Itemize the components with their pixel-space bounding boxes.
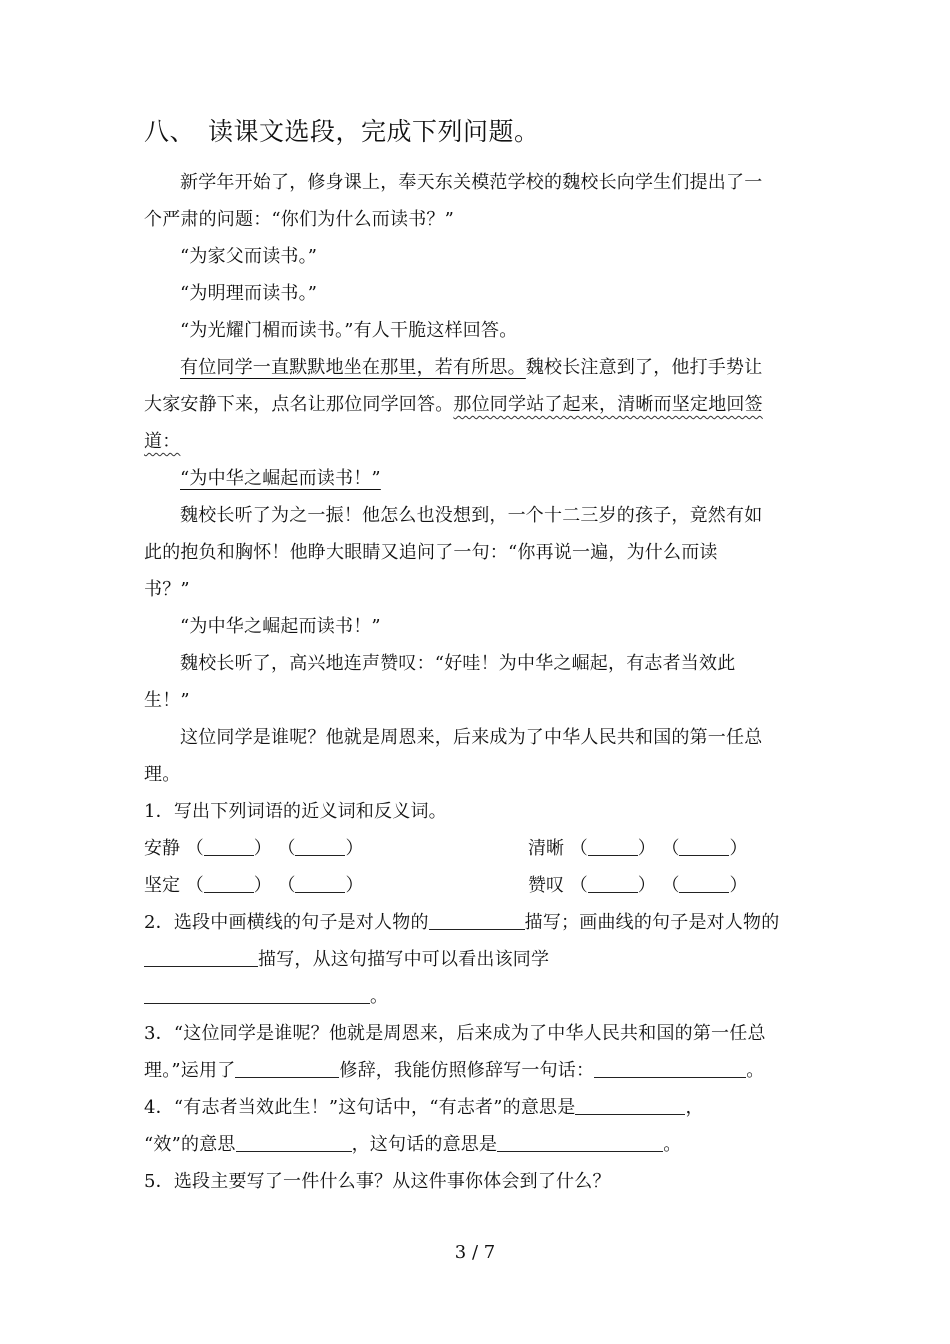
passage-line: 魏校长听了，高兴地连声赞叹：“好哇！为中华之崛起，有志者当效此 — [180, 653, 736, 674]
word: 安静 — [144, 838, 180, 859]
question-3-line: 理。”运用了 修辞，我能仿照修辞写一句话： 。 — [144, 1060, 765, 1081]
antonym-blank[interactable] — [679, 874, 729, 893]
underlined-sentence: 有位同学一直默默地坐在那里，若有所思。 — [180, 357, 526, 378]
question-2-line: 描写，从这句描写中可以看出该同学 — [144, 947, 808, 973]
word-pair-zantan: 赞叹 （ ） （ ） — [528, 875, 748, 896]
synonym-blank[interactable] — [588, 837, 638, 856]
dialogue-line — [180, 466, 808, 492]
answer-blank[interactable] — [429, 911, 525, 930]
passage-line: 理。 — [144, 764, 181, 785]
question-4-line: “效”的意思 ，这句话的意思是 。 — [144, 1134, 682, 1155]
question-3-line: 3．“这位同学是谁呢？他就是周恩来，后来成为了中华人民共和国的第一任总 — [144, 1023, 766, 1044]
passage-line: 书？” — [144, 579, 190, 600]
answer-blank[interactable] — [594, 1059, 746, 1078]
antonym-blank[interactable] — [295, 837, 345, 856]
answer-blank[interactable] — [575, 1096, 685, 1115]
passage-line: 这位同学是谁呢？他就是周恩来，后来成为了中华人民共和国的第一任总 — [180, 727, 763, 748]
dialogue-line: “为中华之崛起而读书！” — [180, 616, 381, 637]
passage-line: 生！” — [144, 690, 190, 711]
question-2-line: 。 — [144, 984, 808, 1010]
section-heading — [144, 114, 540, 150]
page-number: 3 / 7 — [454, 1242, 496, 1263]
answer-blank[interactable] — [236, 1133, 352, 1152]
dialogue-line: “为家父而读书。” — [180, 246, 318, 267]
antonym-blank[interactable] — [679, 837, 729, 856]
question-4-line: 4．“有志者当效此生！”这句话中，“有志者”的意思是 ， — [144, 1097, 704, 1118]
synonym-blank[interactable] — [588, 874, 638, 893]
answer-blank[interactable] — [497, 1133, 663, 1152]
passage-text: 魏校长注意到了，他打手势让 — [525, 357, 763, 378]
passage-line: 新学年开始了，修身课上，奉天东关模范学校的魏校长向学生们提出了一 — [180, 172, 763, 193]
passage-line: 此的抱负和胸怀！他睁大眼睛又追问了一句：“你再说一遍，为什么而读 — [144, 542, 718, 563]
dialogue-line: “为明理而读书。” — [180, 283, 318, 304]
answer-blank[interactable] — [235, 1059, 339, 1078]
answer-blank[interactable] — [144, 985, 370, 1004]
passage-line: 个严肃的问题：“你们为什么而读书？” — [144, 209, 455, 230]
wavy-underlined-sentence: 道： — [144, 431, 181, 452]
section-number: 八、 — [144, 117, 196, 146]
underlined-answer: “为中华之崛起而读书！” — [180, 468, 381, 489]
question-5-prompt: 5．选段主要写了一件什么事？从这件事你体会到了什么？ — [144, 1171, 611, 1192]
question-1-prompt: 1．写出下列词语的近义词和反义词。 — [144, 801, 447, 822]
synonym-blank[interactable] — [204, 874, 254, 893]
antonym-blank[interactable] — [295, 874, 345, 893]
passage-line — [144, 429, 808, 455]
passage-line: 魏校长听了为之一振！他怎么也没想到，一个十二三岁的孩子，竟然有如 — [180, 505, 763, 526]
word-pair-jianding: 坚定 （ ） （ ） — [144, 875, 364, 896]
word: 清晰 — [528, 838, 564, 859]
word-pair-anjing: 安静 （ ） （ ） — [144, 838, 364, 859]
passage-line — [144, 392, 808, 418]
wavy-underlined-sentence: 那位同学站了起来，清晰而坚定地回签 — [453, 394, 763, 415]
passage-line — [180, 355, 808, 381]
answer-blank[interactable] — [144, 948, 258, 967]
synonym-blank[interactable] — [204, 837, 254, 856]
dialogue-line: “为光耀门楣而读书。”有人干脆这样回答。 — [180, 320, 518, 341]
word: 坚定 — [144, 875, 180, 896]
word: 赞叹 — [528, 875, 564, 896]
question-2-line: 2．选段中画横线的句子是对人物的 描写；画曲线的句子是对人物的 — [144, 912, 780, 933]
section-title: 读课文选段，完成下列问题。 — [208, 117, 540, 146]
passage-text: 大家安静下来，点名让那位同学回答。 — [144, 394, 454, 415]
word-pair-qingxi: 清晰 （ ） （ ） — [528, 838, 748, 859]
